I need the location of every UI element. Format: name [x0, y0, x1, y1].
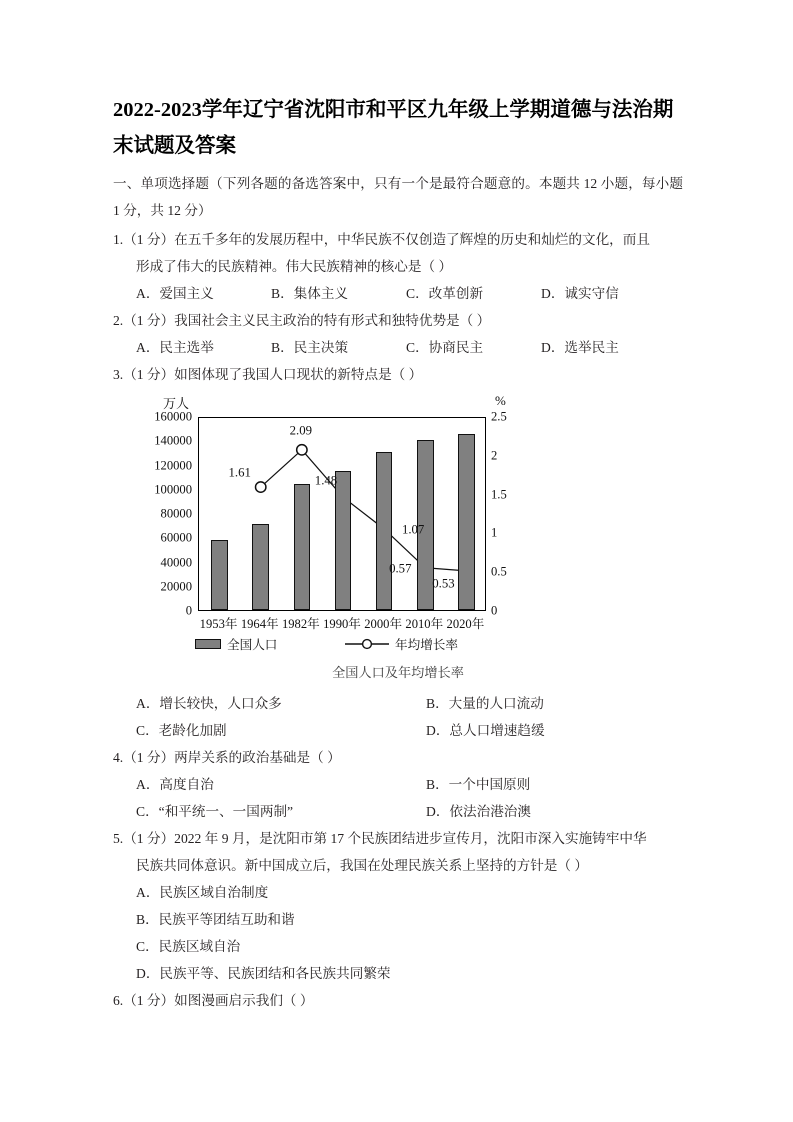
bar-2020年 — [458, 434, 474, 610]
question-2-option-d[interactable]: D．选举民主 — [541, 340, 619, 355]
question-6 — [113, 987, 683, 1014]
y-axis-left-unit: 万人 — [163, 396, 190, 411]
question-3-stem: 3.（1 分）如图体现了我国人口现状的新特点是（ ） — [113, 367, 423, 382]
y-left-tick-40000: 40000 — [160, 555, 192, 569]
x-tick-1982年: 1982年 — [281, 617, 320, 631]
question-3-option-d[interactable]: D．总人口增速趋缓 — [426, 723, 545, 738]
x-tick-1964年: 1964年 — [240, 617, 279, 631]
question-5 — [113, 825, 683, 987]
y-left-tick-140000: 140000 — [154, 433, 192, 448]
bar-1964年 — [252, 524, 268, 610]
question-1-option-b[interactable]: B．集体主义 — [271, 286, 349, 301]
question-4-option-c[interactable]: C．“和平统一、一国两制” — [136, 804, 294, 819]
x-tick-2010年: 2010年 — [405, 617, 444, 631]
data-label-1990年: 1.48 — [314, 473, 338, 488]
question-2-option-a[interactable]: A．民主选举 — [136, 340, 214, 355]
question-3-option-c[interactable]: C．老龄化加剧 — [136, 723, 227, 738]
figure-caption: 全国人口及年均增长率 — [332, 665, 464, 680]
bar-2000年 — [376, 452, 392, 610]
data-label-2000年: 1.07 — [401, 522, 425, 537]
y-left-tick-20000: 20000 — [160, 579, 192, 594]
data-label-2020年: 0.53 — [432, 576, 455, 591]
legend-item-growth-rate — [345, 634, 458, 653]
question-5-option-b[interactable]: B．民族平等团结互助和谐 — [136, 912, 295, 927]
x-tick-1990年: 1990年 — [323, 617, 361, 631]
population-chart — [141, 393, 541, 658]
question-1-option-c[interactable]: C．改革创新 — [406, 286, 484, 301]
question-3-option-a[interactable]: A．增长较快，人口众多 — [136, 696, 282, 711]
chart-legend — [195, 634, 495, 654]
question-1-stem-line2: 形成了伟大的民族精神。伟大民族精神的核心是（ ） — [136, 259, 453, 274]
y-axis-right-unit: % — [495, 393, 506, 408]
question-5-option-a[interactable]: A．民族区域自治制度 — [136, 885, 269, 900]
question-5-option-c[interactable]: C．民族区域自治 — [136, 939, 241, 954]
y-right-tick-1.5: 1.5 — [491, 487, 507, 502]
question-3-option-b[interactable]: B．大量的人口流动 — [426, 696, 544, 711]
y-left-tick-80000: 80000 — [160, 506, 192, 521]
y-left-tick-0: 0 — [185, 603, 192, 618]
y-left-tick-160000: 160000 — [154, 409, 192, 424]
bar-1953年 — [211, 540, 227, 610]
y-right-tick-0.5: 0.5 — [491, 564, 507, 579]
y-left-tick-120000: 120000 — [154, 458, 192, 472]
x-tick-1953年: 1953年 — [199, 617, 238, 631]
page-content — [113, 92, 683, 1014]
question-2-option-c[interactable]: C．协商民主 — [406, 340, 484, 355]
section-intro: 一、单项选择题（下列各题的备选答案中，只有一个是最符合题意的。本题共 12 小题，每小题 1 分，共 12 分） — [113, 176, 683, 218]
question-5-stem-line2: 民族共同体意识。新中国成立后，我国在处理民族关系上坚持的方针是（ ） — [136, 858, 588, 873]
line-marker-icon — [345, 638, 389, 650]
question-5-options — [113, 879, 683, 987]
bar-1982年 — [294, 484, 310, 610]
y-right-tick-1: 1 — [491, 525, 498, 540]
question-4-options — [113, 771, 683, 825]
question-1-option-d[interactable]: D．诚实守信 — [541, 286, 619, 301]
question-5-option-d[interactable]: D．民族平等、民族团结和各民族共同繁荣 — [136, 966, 391, 981]
population-chart-figure — [113, 390, 683, 690]
y-right-tick-2.5: 2.5 — [491, 409, 507, 424]
question-4 — [113, 744, 683, 825]
question-1-option-a[interactable]: A．爱国主义 — [136, 286, 214, 301]
question-3 — [113, 361, 683, 388]
page-title: 2022-2023学年辽宁省沈阳市和平区九年级上学期道德与法治期末试题及答案 — [113, 99, 674, 157]
legend-label-population: 全国人口 — [227, 638, 278, 652]
question-5-stem-line1: 5.（1 分）2022 年 9 月，是沈阳市第 17 个民族团结进步宣传月，沈阳市深入实施铸牢中华 — [113, 831, 647, 846]
data-label-2010年: 0.57 — [389, 561, 412, 576]
question-6-stem: 6.（1 分）如图漫画启示我们（ ） — [113, 993, 314, 1008]
question-1 — [113, 226, 683, 307]
legend-label-growth-rate: 年均增长率 — [395, 638, 458, 652]
y-right-tick-0: 0 — [491, 603, 498, 618]
question-2 — [113, 307, 683, 361]
bar-swatch-icon — [195, 639, 221, 649]
data-label-1964年: 1.61 — [228, 465, 251, 480]
question-3-options — [113, 690, 683, 744]
y-left-tick-100000: 100000 — [154, 482, 192, 497]
x-axis-labels — [187, 613, 497, 633]
bar-1990年 — [335, 471, 351, 610]
y-right-tick-2: 2 — [491, 448, 498, 463]
question-4-option-a[interactable]: A．高度自治 — [136, 777, 214, 792]
legend-item-population — [195, 634, 277, 653]
question-1-stem-line1: 1.（1 分）在五千多年的发展历程中，中华民族不仅创造了辉煌的历史和灿烂的文化，而且 — [113, 232, 650, 247]
x-tick-2020年: 2020年 — [446, 617, 485, 631]
question-4-option-d[interactable]: D．依法治港治澳 — [426, 804, 531, 819]
question-3-options-block — [113, 690, 683, 744]
question-1-options — [113, 280, 683, 307]
question-2-stem: 2.（1 分）我国社会主义民主政治的特有形式和独特优势是（ ） — [113, 313, 491, 328]
data-label-1982年: 2.09 — [289, 423, 313, 438]
y-left-tick-60000: 60000 — [160, 530, 192, 545]
question-4-stem: 4.（1 分）两岸关系的政治基础是（ ） — [113, 750, 341, 765]
question-4-option-b[interactable]: B．一个中国原则 — [426, 777, 531, 792]
question-2-options — [113, 334, 683, 361]
x-tick-2000年: 2000年 — [364, 617, 403, 631]
question-2-option-b[interactable]: B．民主决策 — [271, 340, 349, 355]
